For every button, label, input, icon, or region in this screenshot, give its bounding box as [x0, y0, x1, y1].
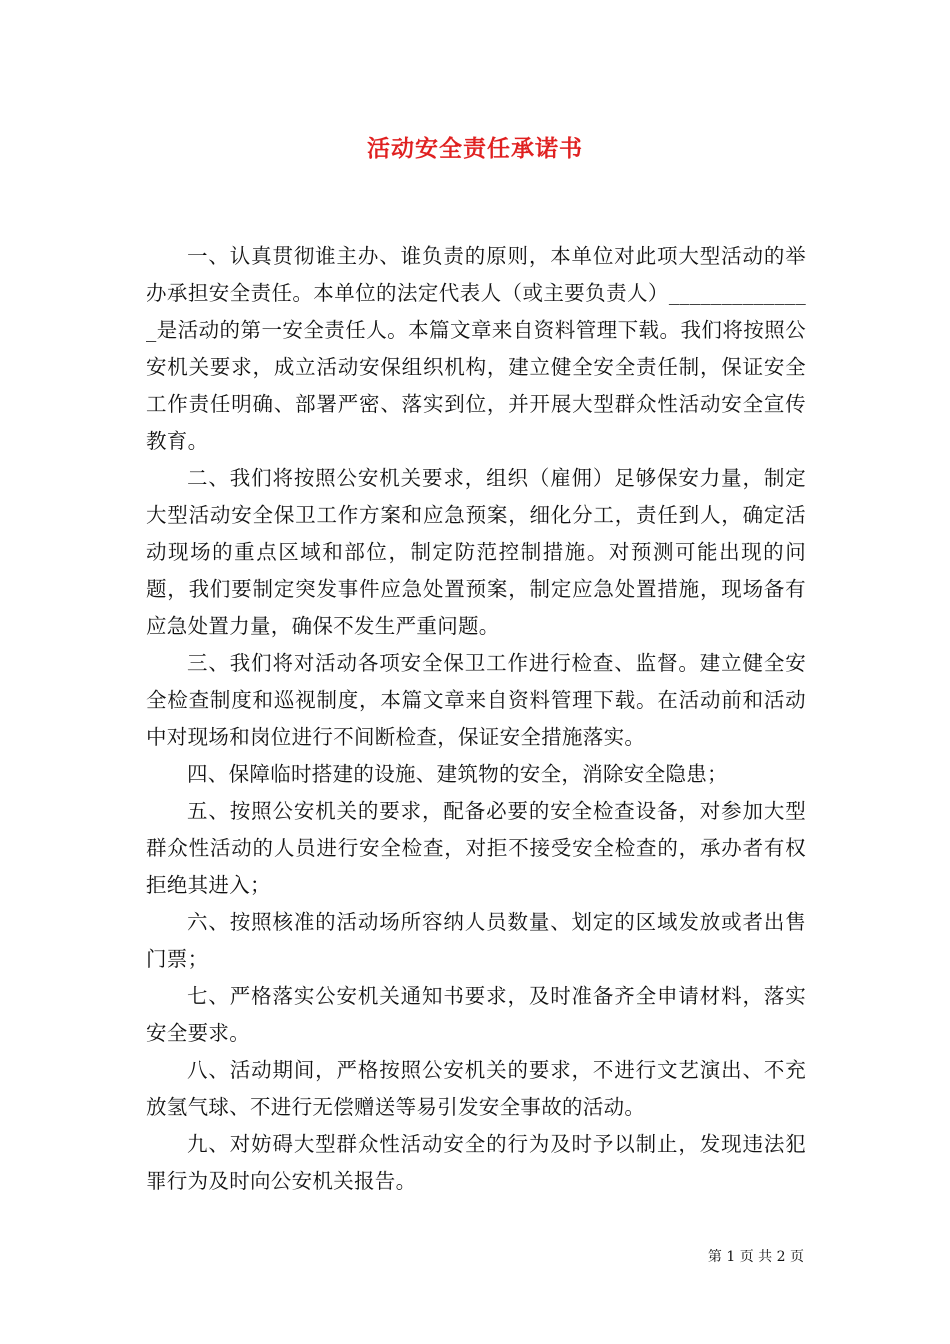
document-body: [146, 238, 806, 1200]
page-indicator: 第 1 页 共 2 页: [707, 1249, 804, 1265]
paragraph-8: 八、活动期间，严格按照公安机关的要求，不进行文艺演出、不充放氢气球、不进行无偿赠送等易引发安全事故的活动。: [146, 1058, 806, 1119]
paragraph-4: 四、保障临时搭建的设施、建筑物的安全，消除安全隐患；: [187, 762, 728, 786]
paragraph-6: 六、按照核准的活动场所容纳人员数量、划定的区域发放或者出售门票；: [146, 910, 806, 971]
paragraph-9: 九、对妨碍大型群众性活动安全的行为及时予以制止，发现违法犯罪行为及时向公安机关报告。: [146, 1132, 806, 1193]
paragraph-1: 一、认真贯彻谁主办、谁负责的原则，本单位对此项大型活动的举办承担安全责任。本单位的法定代表人（或主要负责人）______________是活动的第一安全责任人。本篇文章来自资料管理下载。我们将按照公安机关要求，成立活动安保组织机构，建立健全安全责任制，保证安全工作责任明确、部署严密、落实到位，并开展大型群众性活动安全宣传教育。: [146, 244, 806, 453]
paragraph-3: 三、我们将对活动各项安全保卫工作进行检查、监督。建立健全安全检查制度和巡视制度，本篇文章来自资料管理下载。在活动前和活动中对现场和岗位进行不间断检查，保证安全措施落实。: [146, 651, 806, 749]
document-title: 活动安全责任承诺书: [367, 135, 583, 162]
paragraph-5: 五、按照公安机关的要求，配备必要的安全检查设备，对参加大型群众性活动的人员进行安全检查，对拒不接受安全检查的，承办者有权拒绝其进入；: [146, 799, 806, 897]
paragraph-7: 七、严格落实公安机关通知书要求，及时准备齐全申请材料，落实安全要求。: [146, 984, 806, 1045]
paragraph-2: 二、我们将按照公安机关要求，组织（雇佣）足够保安力量，制定大型活动安全保卫工作方案和应急预案，细化分工，责任到人，确定活动现场的重点区域和部位，制定防范控制措施。对预测可能出现的问题，我们要制定突发事件应急处置预案，制定应急处置措施，现场备有应急处置力量，确保不发生严重问题。: [146, 466, 806, 638]
